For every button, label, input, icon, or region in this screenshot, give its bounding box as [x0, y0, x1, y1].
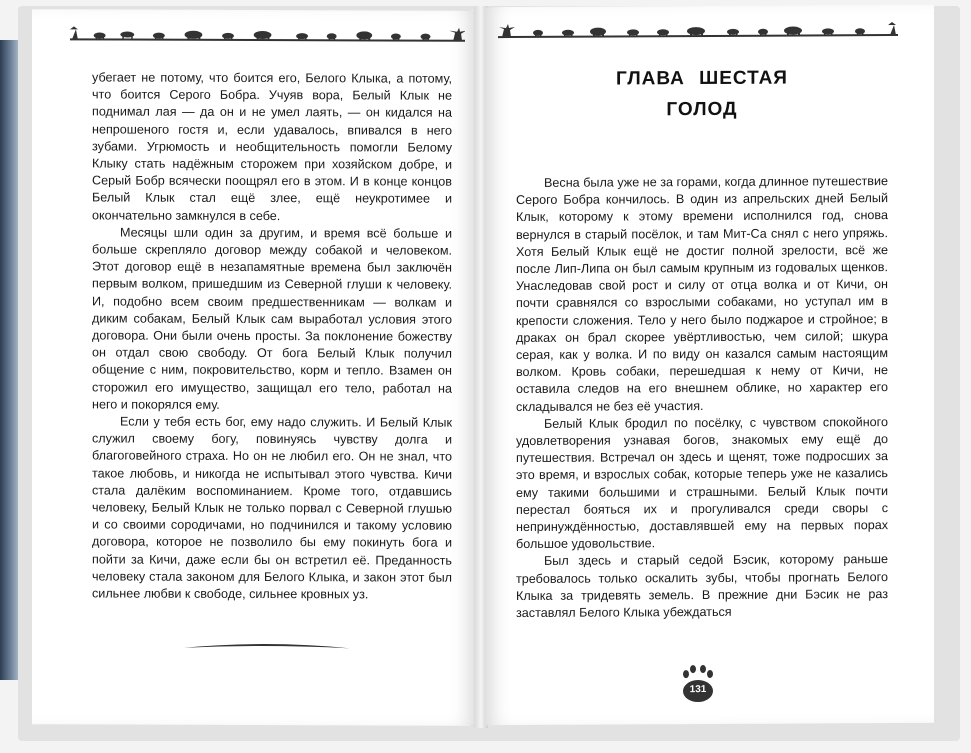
wolf-pack-header-icon — [498, 19, 898, 43]
paragraph: Белый Клык бродил по посёлку, с чувством спокойного удовлетворения узнавая богов, знакомых ему ещё до путешествия. Встречал он здесь и щенят, тоже подросших за это время, и взрослых собак, которые теперь уже не казались ему такими большими и страшными. Белый Клык почти перестал бояться их и прогуливался среди своры с непринуждённостью, доставлявшей ему на первых порах большое удовольствие. — [516, 414, 888, 552]
paragraph: Если у тебя есть бог, ему надо служить. И Белый Клык служил своему богу, повинуясь чувству долга и благоговейного страха. Но он не любил его. Он не знал, что такое любовь, и никогда не испытывал этого чувства. Кичи стала далёким воспоминанием. Кроме того, отдавшись человеку, Белый Клык не только порвал с Северной глушью и со своими сородичами, но подчинился и такому условию договора, которое не позволило бы ему покинуть бога и пойти за Кичи, даже если бы он встретил её. Преданность человеку стала законом для Белого Клыка, и закон этот был сильнее любви к свободе, сильнее кровных уз. — [92, 414, 452, 602]
left-page-text — [92, 69, 452, 604]
paragraph: Месяцы шли один за другим, и время всё больше и больше скрепляло договор между собакой и человеком. Этот договор ещё в незапамятные времена был заключён первым волком, пришедшим из Северной глуши к человеку. И, подобно всем своим предшественникам — волкам и диким собакам, Белый Клык сам выработал условия этого договора. Они были очень просты. За поклонение божеству он отдал свою свободу. От бога Белый Клык получил общение с ним, покровительство, корм и тепло. Взамен он сторожил его имущество, защищал его тело, работал на него и покорялся ему. — [92, 225, 452, 412]
swash-divider-icon — [182, 640, 352, 657]
chapter-label: ГЛАВА ШЕСТАЯ — [616, 67, 788, 90]
wolf-pack-header-icon — [70, 23, 465, 46]
page-number — [680, 664, 716, 704]
paragraph: убегает не потому, что боится его, Белого Клыка, а потому, что боится Серого Бобра. Учуяв вора, Белый Клык не поднимал лая — да он и не умел лаять, — он кидался на непрошеного гостя и, если удавалось, впивался в него зубами. Угрюмость и необщительность помогли Белому Клыку стать надёжным сторожем при хозяйском добре, и Серый Бобр всячески поощрял его в этом. И в конце концов Белый Клык стал ещё злее, ещё неукротимее и окончательно замкнулся в себе. — [92, 70, 452, 223]
paragraph: Был здесь и старый седой Бэсик, которому раньше требовалось только оскалить зубы, чтобы прогнать Белого Клыка за тридевять земель. В прежние дни Бэсик не раз заставлял Белого Клыка убеждаться — [516, 552, 888, 621]
chapter-title: ГОЛОД — [666, 98, 738, 121]
wolf-pack-silhouette-icon — [70, 23, 465, 46]
wolf-pack-silhouette-icon — [498, 19, 898, 43]
page-number-text: 131 — [689, 684, 707, 696]
left-page — [32, 9, 477, 726]
paragraph: Весна была уже не за горами, когда длинное путешествие Серого Бобра кончилось. В один из апрельских дней Белый Клык, которому к этому времени исполнился год, снова вернулся в старый посёлок, и там Мит-Са снял с него упряжь. Хотя Белый Клык ещё не достиг полной зрелости, всё же после Лип-Липа он был самым крупным из годовалых щенков. Унаследовав свой рост и силу от отца волка и от Кичи, он почти сравнялся со взрослыми собаками, но уступал им в крепости сложения. Тело у него было поджарое и стройное; в драках он брал скорее увёртливостью, чем силой; шкура серая, как у волка. И по виду он казался самым настоящим волком. Кровь собаки, перешедшая к нему от Кичи, не оставила следов на его внешнем облике, но характер его складывался не без её участия. — [516, 174, 888, 414]
right-page-text — [516, 173, 888, 622]
right-page — [484, 5, 934, 725]
